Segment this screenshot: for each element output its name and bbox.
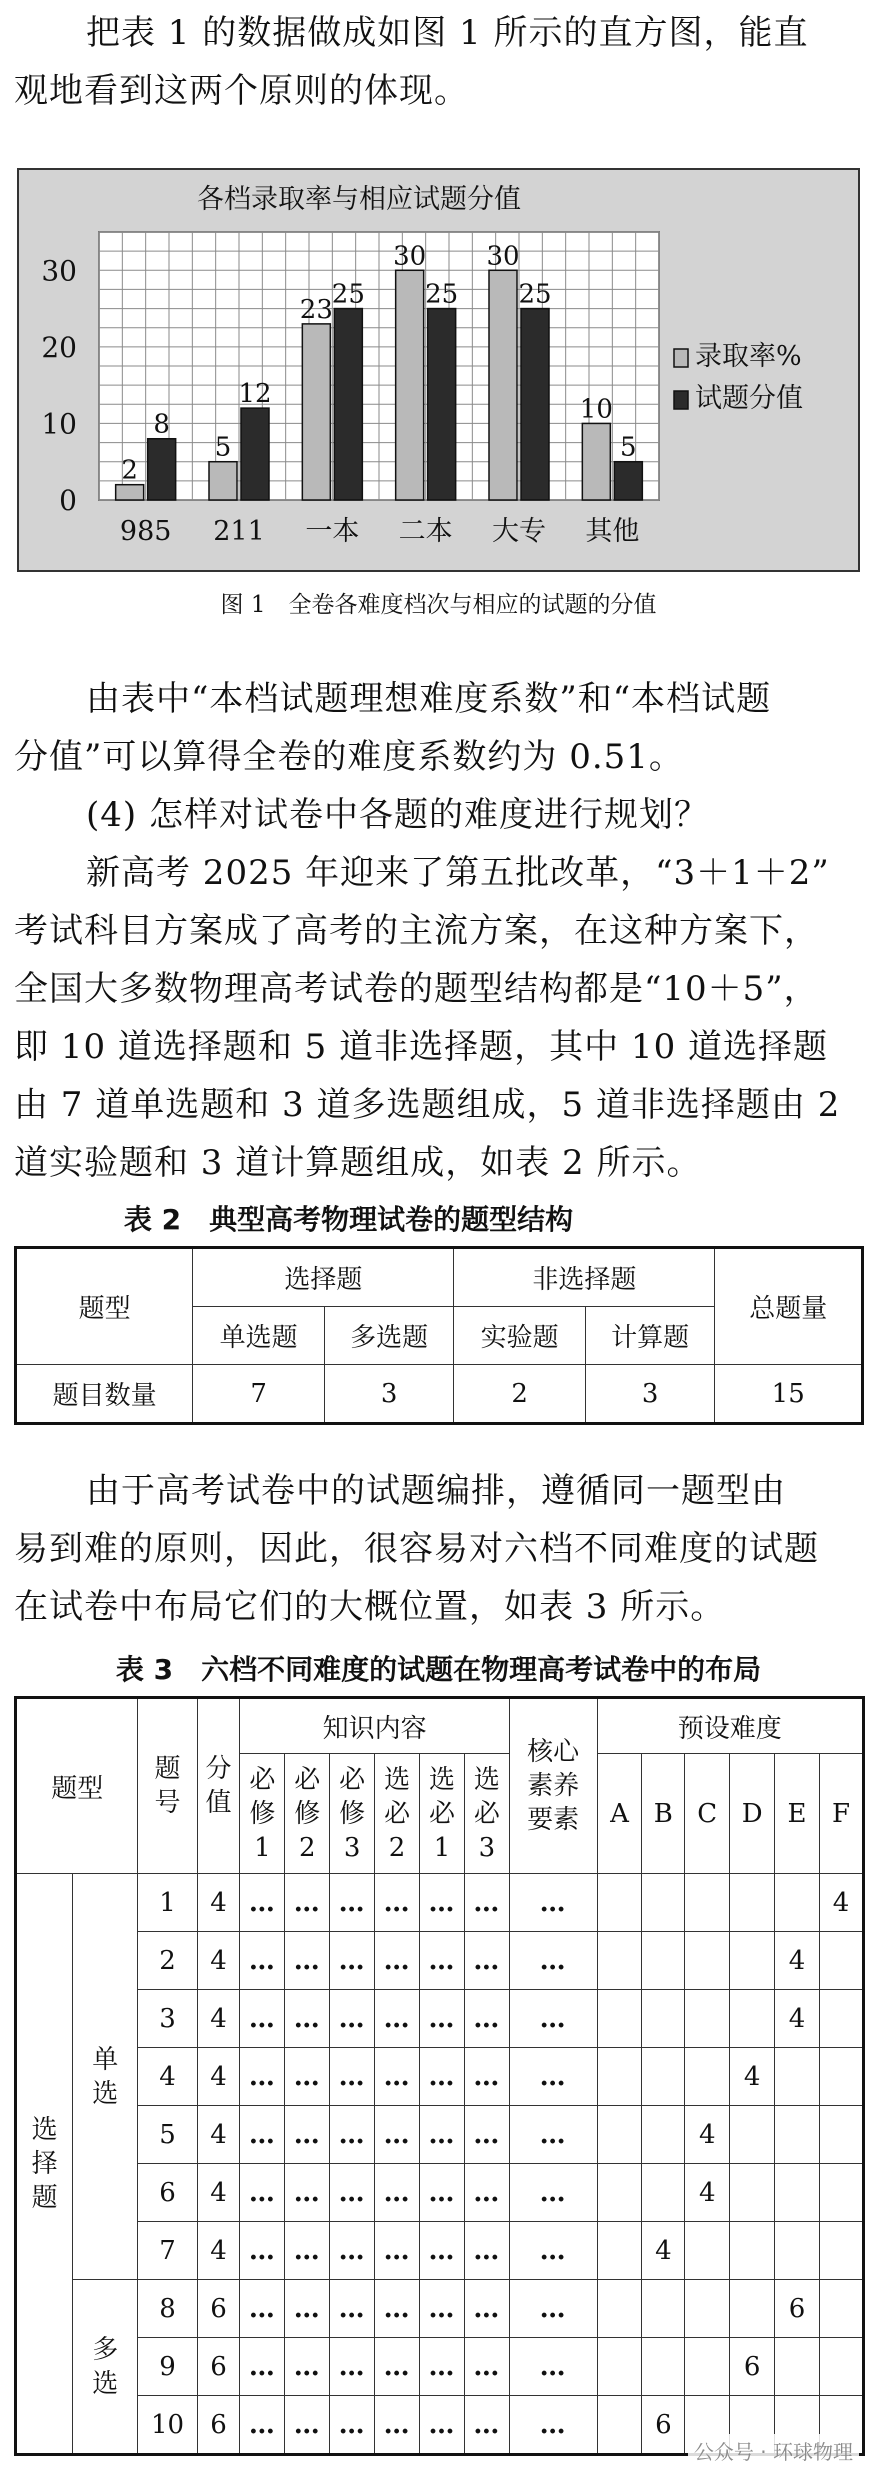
x-tick-label: 211 bbox=[213, 516, 265, 547]
table3-score: 4 bbox=[197, 2048, 240, 2106]
bar-data-label: 25 bbox=[331, 279, 365, 310]
table-row bbox=[16, 2048, 864, 2106]
table3-difficulty-cell bbox=[819, 2338, 863, 2396]
table3-ellipsis: … bbox=[509, 2396, 597, 2455]
table3-ellipsis: … bbox=[240, 2222, 285, 2280]
table3-knowledge-col: 选 必 1 bbox=[420, 1754, 465, 1874]
table3-difficulty-cell bbox=[597, 1932, 642, 1990]
table3-ellipsis: … bbox=[375, 2164, 420, 2222]
bar-rate bbox=[396, 270, 424, 500]
table3-difficulty-cell bbox=[819, 2222, 863, 2280]
bar-data-label: 30 bbox=[393, 241, 427, 272]
bar-data-label: 5 bbox=[620, 432, 637, 463]
table3-ellipsis: … bbox=[420, 1932, 465, 1990]
table3-difficulty-cell bbox=[597, 2222, 642, 2280]
bar-rate bbox=[489, 270, 517, 500]
table3-difficulty-cell bbox=[685, 1990, 730, 2048]
bar-data-label: 10 bbox=[579, 394, 613, 425]
table3-difficulty-cell: 6 bbox=[775, 2280, 820, 2338]
bar-score bbox=[614, 462, 642, 500]
table-row bbox=[16, 1990, 864, 2048]
table2-cell: 15 bbox=[715, 1365, 863, 1424]
intro-line-2: 观地看到这两个原则的体现。 bbox=[14, 71, 469, 111]
para3-line-1: 新高考 2025 年迎来了第五批改革，“3＋1＋2” bbox=[86, 853, 830, 893]
table3-ellipsis: … bbox=[330, 1874, 375, 1932]
table3-difficulty-cell bbox=[819, 1932, 863, 1990]
table3-question-num: 9 bbox=[138, 2338, 197, 2396]
table3-difficulty-cell bbox=[597, 2280, 642, 2338]
table3-knowledge-col: 选 必 3 bbox=[464, 1754, 509, 1874]
table3-score: 4 bbox=[197, 1990, 240, 2048]
para3-line-5: 由 7 道单选题和 3 道多选题组成，5 道非选择题由 2 bbox=[14, 1085, 841, 1125]
bar-data-label: 5 bbox=[214, 432, 232, 463]
table3-difficulty-cell bbox=[775, 1874, 820, 1932]
table2-header-type: 题型 bbox=[16, 1248, 193, 1365]
table3-ellipsis: … bbox=[330, 2164, 375, 2222]
table3-ellipsis: … bbox=[420, 2280, 465, 2338]
table3-ellipsis: … bbox=[285, 1874, 330, 1932]
table3-difficulty-cell bbox=[597, 2164, 642, 2222]
table3-score: 4 bbox=[197, 2164, 240, 2222]
table3-difficulty-cell bbox=[597, 2106, 642, 2164]
table3-difficulty-cell bbox=[819, 1990, 863, 2048]
watermark: 公众号 · 环球物理 bbox=[688, 2434, 859, 2467]
table3-ellipsis: … bbox=[464, 2222, 509, 2280]
figure-caption: 图 1 全卷各难度档次与相应的试题的分值 bbox=[220, 592, 657, 618]
bar-rate bbox=[302, 324, 330, 500]
para4-line-2: 易到难的原则，因此，很容易对六档不同难度的试题 bbox=[14, 1529, 819, 1569]
table3-ellipsis: … bbox=[285, 2048, 330, 2106]
table3-ellipsis: … bbox=[375, 2280, 420, 2338]
legend-label: 录取率% bbox=[695, 341, 802, 372]
table-row bbox=[16, 2106, 864, 2164]
table3-ellipsis: … bbox=[375, 1874, 420, 1932]
table3-ellipsis: … bbox=[375, 2396, 420, 2455]
table3-ellipsis: … bbox=[285, 2280, 330, 2338]
table3-ellipsis: … bbox=[240, 1932, 285, 1990]
y-tick-label: 20 bbox=[41, 330, 77, 364]
table2-header-choice: 选择题 bbox=[193, 1248, 454, 1307]
para3-line-3: 全国大多数物理高考试卷的题型结构都是“10＋5”， bbox=[14, 969, 819, 1009]
table3-difficulty-cell: 4 bbox=[642, 2222, 685, 2280]
table3-ellipsis: … bbox=[240, 2396, 285, 2455]
table3-ellipsis: … bbox=[420, 2048, 465, 2106]
table3-ellipsis: … bbox=[240, 2164, 285, 2222]
table3-difficulty-cell bbox=[730, 1990, 775, 2048]
table3-difficulty-col: A bbox=[597, 1754, 642, 1874]
table2-header-single: 单选题 bbox=[193, 1307, 325, 1365]
table3-ellipsis: … bbox=[285, 2106, 330, 2164]
table2-header-exp: 实验题 bbox=[454, 1307, 586, 1365]
table-row bbox=[16, 2164, 864, 2222]
table3-score: 4 bbox=[197, 1932, 240, 1990]
x-tick-label: 大专 bbox=[492, 516, 546, 547]
table3-ellipsis: … bbox=[464, 2048, 509, 2106]
table3-difficulty-cell bbox=[597, 2048, 642, 2106]
bar-score bbox=[521, 309, 549, 500]
table3-difficulty-cell bbox=[642, 2048, 685, 2106]
para4-line-1: 由于高考试卷中的试题编排，遵循同一题型由 bbox=[86, 1471, 786, 1511]
table3-ellipsis: … bbox=[464, 1874, 509, 1932]
table2-title: 表 2 典型高考物理试卷的题型结构 bbox=[123, 1203, 574, 1236]
table3-ellipsis: … bbox=[330, 1932, 375, 1990]
table3-ellipsis: … bbox=[420, 2106, 465, 2164]
table3-difficulty-cell bbox=[819, 2164, 863, 2222]
bar-chart-svg bbox=[19, 170, 858, 570]
bar-data-label: 30 bbox=[486, 241, 520, 272]
table3-ellipsis: … bbox=[240, 2048, 285, 2106]
chart-title: 各档录取率与相应试题分值 bbox=[197, 184, 521, 215]
bar-data-label: 25 bbox=[425, 279, 459, 310]
table3-difficulty-cell: 4 bbox=[775, 1990, 820, 2048]
table3-ellipsis: … bbox=[285, 2164, 330, 2222]
table3-ellipsis: … bbox=[509, 1874, 597, 1932]
table3-ellipsis: … bbox=[464, 2164, 509, 2222]
table3-difficulty-cell bbox=[819, 2048, 863, 2106]
table3-ellipsis: … bbox=[240, 2338, 285, 2396]
para2-line-1: (4) 怎样对试卷中各题的难度进行规划？ bbox=[86, 795, 709, 835]
table-row bbox=[16, 1874, 864, 1932]
table3-difficulty-cell bbox=[597, 1874, 642, 1932]
table3-difficulty-cell: 4 bbox=[685, 2164, 730, 2222]
table3-ellipsis: … bbox=[285, 2396, 330, 2455]
table3-header-type: 题型 bbox=[16, 1698, 138, 1874]
table3-difficulty-cell bbox=[730, 2280, 775, 2338]
table3-ellipsis: … bbox=[375, 2106, 420, 2164]
table3-ellipsis: … bbox=[375, 2338, 420, 2396]
x-tick-label: 985 bbox=[119, 516, 172, 547]
intro-line-1: 把表 1 的数据做成如图 1 所示的直方图，能直 bbox=[86, 13, 809, 53]
table3-ellipsis: … bbox=[464, 2338, 509, 2396]
legend-label: 试题分值 bbox=[695, 383, 803, 414]
table3-ellipsis: … bbox=[509, 1990, 597, 2048]
bar-score bbox=[148, 439, 176, 500]
table3-ellipsis: … bbox=[285, 2222, 330, 2280]
y-tick-label: 0 bbox=[59, 484, 77, 517]
table3-difficulty-cell bbox=[685, 2048, 730, 2106]
table3-question-num: 10 bbox=[138, 2396, 197, 2455]
table3-score: 6 bbox=[197, 2280, 240, 2338]
table3-ellipsis: … bbox=[420, 2338, 465, 2396]
table3-ellipsis: … bbox=[509, 2106, 597, 2164]
table2 bbox=[14, 1246, 864, 1425]
table3-ellipsis: … bbox=[330, 1990, 375, 2048]
bar-score bbox=[241, 408, 269, 500]
table3-knowledge-col: 必 修 3 bbox=[330, 1754, 375, 1874]
table2-cell: 3 bbox=[585, 1365, 715, 1424]
table3-question-num: 5 bbox=[138, 2106, 197, 2164]
table3-question-num: 4 bbox=[138, 2048, 197, 2106]
table3-difficulty-cell: 4 bbox=[819, 1874, 863, 1932]
bar-data-label: 2 bbox=[121, 455, 138, 486]
table3-header-score: 分 值 bbox=[197, 1698, 240, 1874]
table3-title: 表 3 六档不同难度的试题在物理高考试卷中的布局 bbox=[115, 1653, 762, 1686]
table3-question-num: 7 bbox=[138, 2222, 197, 2280]
y-tick-label: 10 bbox=[41, 407, 77, 441]
para1-line-1: 由表中“本档试题理想难度系数”和“本档试题 bbox=[86, 679, 772, 719]
table3-header-core: 核心 素养 要素 bbox=[509, 1698, 597, 1874]
table3-difficulty-cell bbox=[597, 2396, 642, 2455]
table3-difficulty-col: F bbox=[819, 1754, 863, 1874]
bar-data-label: 12 bbox=[238, 379, 272, 410]
table-row bbox=[16, 2222, 864, 2280]
table3-ellipsis: … bbox=[420, 2396, 465, 2455]
table3-question-num: 3 bbox=[138, 1990, 197, 2048]
table3-ellipsis: … bbox=[509, 2222, 597, 2280]
table3-ellipsis: … bbox=[420, 1874, 465, 1932]
table3-difficulty-cell bbox=[597, 2338, 642, 2396]
bar-rate bbox=[209, 462, 237, 500]
table3-group-choice: 选 择 题 bbox=[16, 1874, 73, 2455]
table3 bbox=[14, 1696, 865, 2456]
x-tick-label: 其他 bbox=[585, 516, 640, 547]
table3-ellipsis: … bbox=[420, 2164, 465, 2222]
table3-group-single: 单 选 bbox=[73, 1874, 138, 2280]
table3-ellipsis: … bbox=[509, 1932, 597, 1990]
table3-difficulty-cell bbox=[685, 1874, 730, 1932]
bar-chart bbox=[17, 168, 860, 572]
bar-data-label: 23 bbox=[299, 294, 333, 325]
table3-ellipsis: … bbox=[509, 2280, 597, 2338]
table2-cell: 2 bbox=[454, 1365, 586, 1424]
table3-ellipsis: … bbox=[240, 1874, 285, 1932]
table3-score: 4 bbox=[197, 1874, 240, 1932]
table3-ellipsis: … bbox=[285, 1932, 330, 1990]
table3-score: 4 bbox=[197, 2106, 240, 2164]
x-tick-label: 一本 bbox=[305, 516, 360, 547]
table3-difficulty-cell bbox=[730, 1874, 775, 1932]
table3-header-knowledge: 知识内容 bbox=[240, 1698, 509, 1754]
bar-data-label: 8 bbox=[153, 409, 170, 440]
table2-cell: 3 bbox=[324, 1365, 454, 1424]
table3-score: 6 bbox=[197, 2396, 240, 2455]
table3-ellipsis: … bbox=[464, 2396, 509, 2455]
table3-difficulty-cell bbox=[775, 2164, 820, 2222]
table3-ellipsis: … bbox=[509, 2164, 597, 2222]
para3-line-4: 即 10 道选择题和 5 道非选择题，其中 10 道选择题 bbox=[14, 1027, 829, 1067]
legend-swatch bbox=[674, 391, 688, 409]
table3-ellipsis: … bbox=[330, 2338, 375, 2396]
table3-ellipsis: … bbox=[330, 2222, 375, 2280]
table3-ellipsis: … bbox=[464, 2106, 509, 2164]
table2-cell: 7 bbox=[193, 1365, 325, 1424]
table-row bbox=[16, 2280, 864, 2338]
y-tick-label: 30 bbox=[41, 254, 77, 288]
table3-knowledge-col: 选 必 2 bbox=[375, 1754, 420, 1874]
table2-header-calc: 计算题 bbox=[585, 1307, 715, 1365]
bar-data-label: 25 bbox=[518, 279, 552, 310]
table3-difficulty-cell bbox=[642, 2106, 685, 2164]
table3-ellipsis: … bbox=[509, 2338, 597, 2396]
table3-difficulty-cell bbox=[642, 1990, 685, 2048]
table3-question-num: 2 bbox=[138, 1932, 197, 1990]
table2-header-total: 总题量 bbox=[715, 1248, 863, 1365]
table3-difficulty-cell bbox=[642, 2164, 685, 2222]
table3-ellipsis: … bbox=[240, 2280, 285, 2338]
table2-header-multi: 多选题 bbox=[324, 1307, 454, 1365]
table3-ellipsis: … bbox=[330, 2396, 375, 2455]
para1-line-2: 分值”可以算得全卷的难度系数约为 0.51。 bbox=[14, 737, 684, 777]
table3-difficulty-cell bbox=[819, 2106, 863, 2164]
table3-difficulty-cell bbox=[775, 2338, 820, 2396]
table3-difficulty-cell bbox=[685, 1932, 730, 1990]
table3-difficulty-cell bbox=[685, 2338, 730, 2396]
table3-difficulty-col: E bbox=[775, 1754, 820, 1874]
table3-difficulty-cell bbox=[685, 2280, 730, 2338]
table-row bbox=[16, 2338, 864, 2396]
table3-difficulty-cell bbox=[730, 2164, 775, 2222]
table3-difficulty-cell: 6 bbox=[730, 2338, 775, 2396]
table3-ellipsis: … bbox=[285, 1990, 330, 2048]
table-row bbox=[16, 1932, 864, 1990]
table3-ellipsis: … bbox=[375, 2222, 420, 2280]
table3-difficulty-cell: 4 bbox=[775, 1932, 820, 1990]
table3-ellipsis: … bbox=[240, 2106, 285, 2164]
table3-knowledge-col: 必 修 1 bbox=[240, 1754, 285, 1874]
table3-ellipsis: … bbox=[330, 2048, 375, 2106]
table3-difficulty-cell bbox=[642, 2338, 685, 2396]
para4-line-3: 在试卷中布局它们的大概位置，如表 3 所示。 bbox=[14, 1587, 726, 1627]
para3-line-6: 道实验题和 3 道计算题组成，如表 2 所示。 bbox=[14, 1143, 702, 1183]
table3-difficulty-cell: 6 bbox=[642, 2396, 685, 2455]
table3-difficulty-cell bbox=[775, 2106, 820, 2164]
table2-row-label: 题目数量 bbox=[16, 1365, 193, 1424]
table3-ellipsis: … bbox=[375, 1990, 420, 2048]
bar-rate bbox=[582, 423, 610, 500]
bar-score bbox=[428, 309, 456, 500]
table3-score: 4 bbox=[197, 2222, 240, 2280]
table3-header-num: 题 号 bbox=[138, 1698, 197, 1874]
table3-knowledge-col: 必 修 2 bbox=[285, 1754, 330, 1874]
table3-ellipsis: … bbox=[240, 1990, 285, 2048]
table3-difficulty-cell bbox=[730, 1932, 775, 1990]
table3-difficulty-cell bbox=[642, 2280, 685, 2338]
table3-ellipsis: … bbox=[420, 1990, 465, 2048]
legend-swatch bbox=[674, 349, 688, 367]
x-tick-label: 二本 bbox=[398, 516, 453, 547]
table3-ellipsis: … bbox=[375, 1932, 420, 1990]
table3-ellipsis: … bbox=[330, 2106, 375, 2164]
table3-ellipsis: … bbox=[285, 2338, 330, 2396]
table3-difficulty-col: B bbox=[642, 1754, 685, 1874]
table3-group-multi: 多 选 bbox=[73, 2280, 138, 2455]
table3-difficulty-col: C bbox=[685, 1754, 730, 1874]
table3-ellipsis: … bbox=[330, 2280, 375, 2338]
table3-difficulty-cell bbox=[642, 1874, 685, 1932]
table3-question-num: 8 bbox=[138, 2280, 197, 2338]
table3-ellipsis: … bbox=[509, 2048, 597, 2106]
bar-rate bbox=[116, 485, 144, 500]
table3-difficulty-cell bbox=[819, 2280, 863, 2338]
table2-header-nonchoice: 非选择题 bbox=[454, 1248, 715, 1307]
bar-score bbox=[334, 309, 362, 500]
table3-difficulty-cell bbox=[775, 2048, 820, 2106]
table3-difficulty-cell bbox=[775, 2222, 820, 2280]
table3-difficulty-cell bbox=[685, 2222, 730, 2280]
table3-ellipsis: … bbox=[420, 2222, 465, 2280]
table3-ellipsis: … bbox=[375, 2048, 420, 2106]
table3-ellipsis: … bbox=[464, 1990, 509, 2048]
table3-difficulty-cell bbox=[597, 1990, 642, 2048]
table3-difficulty-cell: 4 bbox=[730, 2048, 775, 2106]
table3-difficulty-col: D bbox=[730, 1754, 775, 1874]
table3-ellipsis: … bbox=[464, 2280, 509, 2338]
table3-score: 6 bbox=[197, 2338, 240, 2396]
para3-line-2: 考试科目方案成了高考的主流方案，在这种方案下， bbox=[14, 911, 819, 951]
table3-difficulty-cell bbox=[730, 2106, 775, 2164]
table3-difficulty-cell bbox=[642, 1932, 685, 1990]
table3-header-difficulty: 预设难度 bbox=[597, 1698, 863, 1754]
table3-difficulty-cell bbox=[730, 2222, 775, 2280]
table3-ellipsis: … bbox=[464, 1932, 509, 1990]
table3-question-num: 6 bbox=[138, 2164, 197, 2222]
table3-difficulty-cell: 4 bbox=[685, 2106, 730, 2164]
table3-question-num: 1 bbox=[138, 1874, 197, 1932]
